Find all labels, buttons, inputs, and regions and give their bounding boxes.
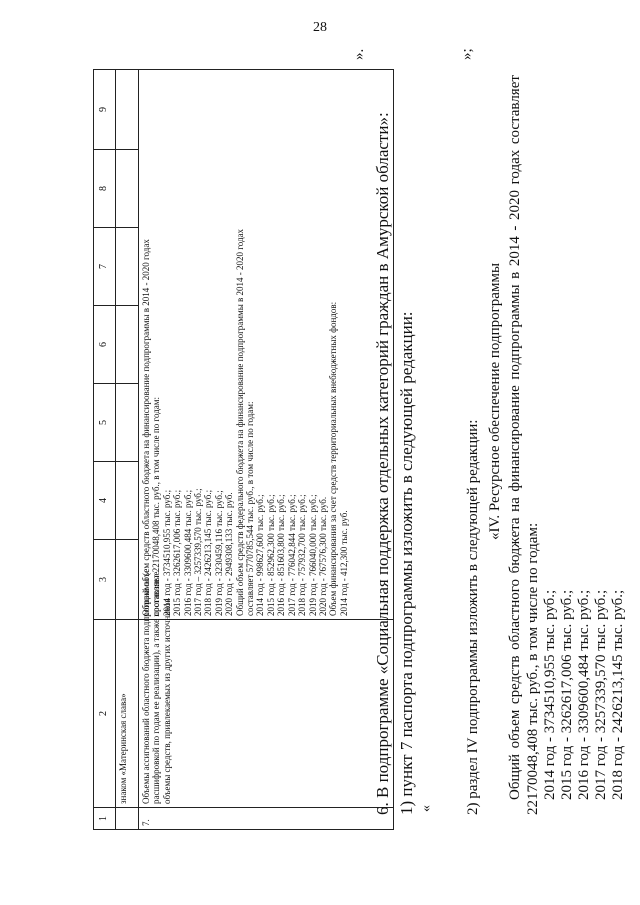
- table-header-cell: 1: [94, 808, 116, 830]
- content-line: составляет 22170048,408 тыс. руб., в том числе по годам:: [151, 397, 162, 616]
- content-line: 2016 год - 3309600,484 тыс. руб.;: [182, 489, 193, 616]
- body-line: 2015 год - 3262617,006 тыс. руб.;: [559, 589, 575, 800]
- body-line: 2016 год - 3309600,484 тыс. руб.;: [576, 589, 592, 800]
- table-number-row: [94, 70, 116, 830]
- body-word: 2014: [507, 236, 523, 267]
- table-cell: [116, 462, 139, 540]
- body-word: в: [507, 271, 523, 279]
- item-2: 2) раздел IV подпрограммы изложить в следующей редакции:: [465, 419, 481, 815]
- content-line: 2020 год - 767576,300 тыс. руб.: [317, 496, 328, 616]
- passport-table: [93, 69, 394, 830]
- body-word: областного: [507, 579, 523, 650]
- table-row: [139, 70, 394, 830]
- table-header-cell: 2: [94, 620, 116, 808]
- table-header-cell: 8: [94, 150, 116, 228]
- section-title: «IV. Ресурсное обеспечение подпрограммы: [487, 262, 503, 540]
- content-line: 2014 год - 3734510,955 тыс. руб.;: [161, 489, 172, 616]
- table-header-cell: 5: [94, 384, 116, 462]
- content-line: 2017 год – 3257339,570 тыс. руб.;: [193, 488, 204, 616]
- content-line: составляет 5770785,544 тыс. руб., в том числе по годам:: [245, 401, 256, 616]
- content-line: 2018 год - 2426213,145 тыс. руб.;: [203, 489, 214, 616]
- body-word: -: [507, 225, 523, 231]
- content-line: 2018 год - 757932,700 тыс. руб.;: [297, 494, 308, 616]
- content-line: 2014 год - 412,300 тыс. руб.: [338, 510, 349, 616]
- table-header-cell: 3: [94, 540, 116, 620]
- body-line: 2014 год - 3734510,955 тыс. руб.;: [542, 589, 558, 800]
- table-cell: [116, 540, 139, 620]
- body-word: 2020: [507, 189, 523, 220]
- content-line: Общий объем средств областного бюджета на финансирование подпрограммы в 2014 - 2020 годах: [141, 239, 151, 616]
- content-line: 2015 год - 852962,300 тыс. руб.;: [265, 494, 276, 616]
- body-line: 2018 год - 2426213,145 тыс. руб.;: [610, 589, 626, 800]
- row-label-cell: [139, 568, 394, 808]
- body-word: на: [507, 497, 523, 512]
- content-line: 2019 год - 766040,000 тыс. руб.;: [307, 494, 318, 616]
- table-cell: знаком «Материнская слава»: [116, 620, 139, 808]
- closing-quote-bottom: »;: [459, 48, 475, 60]
- content-line: 2017 год - 776042,844 тыс. руб.;: [286, 494, 297, 616]
- body-word: бюджета: [507, 517, 523, 574]
- content-line: Общий объем средств федерального бюджета на финансирование подпрограммы в 2014 - 2020 годах: [234, 228, 245, 616]
- section-heading: 6. В подпрограмме «Социальная поддержка отдельных категорий граждан в Амурской области»:: [373, 112, 392, 815]
- body-word: средств: [507, 655, 523, 705]
- body-word: Общий: [507, 753, 523, 800]
- content-line: 2020 год - 2949308,133 тыс. руб.: [224, 492, 235, 616]
- row-label-line: расшифровкой по годам ее реализации), а также прогнозные: [151, 571, 162, 804]
- body-line: 2017 год - 3257339,570 тыс. руб.;: [593, 589, 609, 800]
- body-word: объем: [507, 709, 523, 749]
- table-header-cell: 7: [94, 228, 116, 306]
- body-paragraph-first-line: [507, 75, 524, 800]
- body-word: финансирование: [507, 385, 523, 492]
- page-number: 28: [313, 20, 327, 35]
- body-word: составляет: [507, 75, 523, 145]
- content-line: 2015 год - 3262617,006 тыс. руб.;: [172, 489, 183, 616]
- content-line: 2014 год - 998627,600 тыс. руб.;: [255, 494, 266, 616]
- table-cell: [116, 150, 139, 228]
- row-label-line: Объемы ассигнований областного бюджета подпрограммы (с: [141, 568, 151, 804]
- row-number-cell: 7.: [139, 808, 394, 830]
- table-header-cell: 6: [94, 306, 116, 384]
- table-row: [116, 70, 139, 830]
- content-line: Объем финансирования за счет средств территориальных внебюджетных фондов:: [328, 301, 339, 616]
- body-line: 22170048,408 тыс. руб., в том числе по годам:: [525, 522, 541, 815]
- table-header-cell: 9: [94, 70, 116, 150]
- rotated-page-content: [45, 40, 626, 860]
- content-line: 2016 год - 851603,800 тыс. руб.;: [276, 494, 287, 616]
- body-word: подпрограммы: [507, 284, 523, 380]
- table-cell: [116, 808, 139, 830]
- table-header-cell: 4: [94, 462, 116, 540]
- body-word: годах: [507, 149, 523, 185]
- item-1: 1) пункт 7 паспорта подпрограммы изложить в следующей редакции:: [397, 311, 416, 815]
- row-content-cell: [139, 70, 394, 620]
- opening-quote: «: [419, 805, 434, 812]
- content-line: 2019 год - 3230459,116 тыс. руб.;: [213, 490, 224, 616]
- table-cell: [116, 384, 139, 462]
- closing-quote-top: ».: [351, 48, 367, 60]
- table-cell: [116, 306, 139, 384]
- table-cell: [116, 228, 139, 306]
- table-cell: [116, 70, 139, 150]
- row-label-line: объемы средств, привлекаемых из других источников: [161, 598, 172, 804]
